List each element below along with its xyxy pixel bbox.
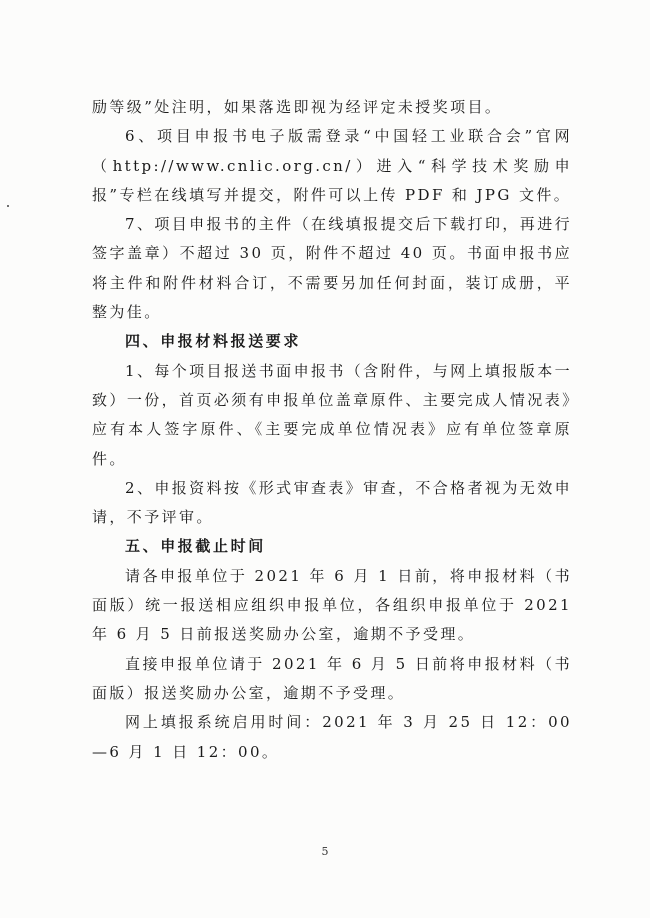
paragraph-item-6: 6、项目申报书电子版需登录“中国轻工业联合会”官网（http://www.cnlic.org.cn/）进入“科学技术奖励申报”专栏在线填写并提交，附件可以上传 PDF 和 JPG 文件。 — [92, 127, 572, 204]
scan-speck — [7, 205, 9, 207]
paragraph-item-7: 7、项目申报书的主件（在线填报提交后下载打印，再进行签字盖章）不超过 30 页，附件不超过 40 页。书面申报书应将主件和附件材料合订，不需要另加任何封面，装订成册，平整为佳。 — [92, 215, 572, 322]
paragraph-deadline-2: 直接申报单位请于 2021 年 6 月 5 日前将申报材料（书面版）报送奖励办公室，逾期不予受理。 — [92, 654, 572, 702]
paragraph-deadline-1: 请各申报单位于 2021 年 6 月 1 日前，将申报材料（书面版）统一报送相应组织申报单位，各组织申报单位于 2021 年 6 月 5 日前报送奖励办公室，逾期不予受理。 — [92, 566, 572, 644]
paragraph-submission-1: 1、每个项目报送书面申报书（含附件，与网上填报版本一致）一份，首页必须有申报单位盖章原件、主要完成人情况表》应有本人签字原件、《主要完成单位情况表》应有单位签章原件。 — [92, 361, 572, 468]
paragraph-online-system: 网上填报系统启用时间：2021 年 3 月 25 日 12：00—6 月 1 日 12：00。 — [92, 713, 572, 761]
page-number: 5 — [321, 845, 329, 858]
paragraph-award-note: 励等级”处注明，如果落选即视为经评定未授奖项目。 — [92, 98, 503, 116]
section-heading-4: 四、申报材料报送要求 — [125, 332, 302, 351]
document-body — [92, 93, 572, 767]
section-heading-5: 五、申报截止时间 — [125, 537, 266, 556]
paragraph-submission-2: 2、申报资料按《形式审查表》审查，不合格者视为无效申请，不予评审。 — [92, 478, 572, 527]
